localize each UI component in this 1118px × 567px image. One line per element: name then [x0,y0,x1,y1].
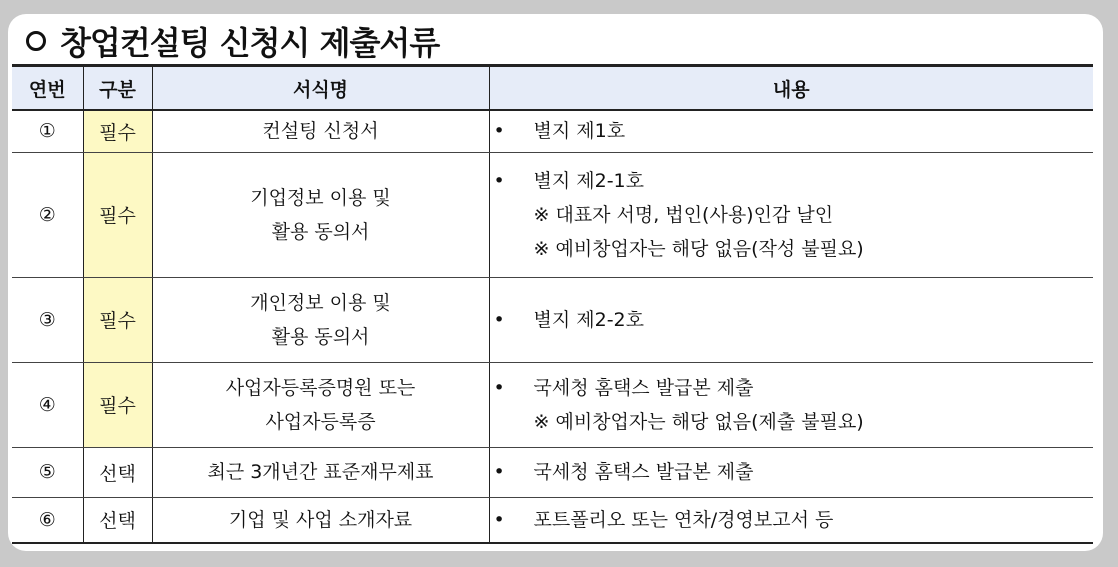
table-row [12,497,1093,543]
col-header-form: 서식명 [152,66,489,111]
row-content [489,362,1093,447]
form-name-line: 사업자등록증명원 또는 [225,376,416,399]
row-number: ② [12,152,83,277]
form-name-line: 기업 및 사업 소개자료 [228,508,413,531]
content-line: ※ 대표자 서명, 법인(사용)인감 날인 [533,203,834,226]
row-type-badge: 필수 [83,362,152,447]
row-number: ⑥ [12,497,83,543]
row-content [489,110,1093,152]
row-number: ③ [12,277,83,362]
content-line: 별지 제1호 [533,120,626,143]
table-row [12,110,1093,152]
row-form-name [152,497,489,543]
bullet-icon: • [493,169,505,192]
content-line: ※ 예비창업자는 해당 없음(작성 불필요) [533,237,864,260]
form-name-line: 기업정보 이용 및 [250,186,391,209]
form-name-line: 활용 동의서 [271,220,370,243]
bullet-icon: • [493,120,505,143]
row-form-name [152,110,489,152]
col-header-no: 연번 [12,66,83,111]
form-name-line: 컨설팅 신청서 [262,120,379,143]
row-form-name [152,362,489,447]
row-type-badge: 필수 [83,277,152,362]
row-form-name [152,447,489,497]
form-name-line: 사업자등록증 [265,410,376,433]
row-number: ① [12,110,83,152]
content-line: 국세청 홈택스 발급본 제출 [533,461,754,483]
col-header-type: 구분 [83,66,152,111]
content-line: 포트폴리오 또는 연차/경영보고서 등 [533,508,834,531]
form-name-line: 개인정보 이용 및 [250,291,391,314]
form-name-line: 활용 동의서 [271,325,370,348]
row-type-badge: 필수 [83,152,152,277]
row-content [489,152,1093,277]
table-row [12,152,1093,277]
form-name-line: 최근 3개년간 표준재무제표 [207,461,434,483]
table-row [12,277,1093,362]
content-line: ※ 예비창업자는 해당 없음(제출 불필요) [533,410,864,433]
row-number: ⑤ [12,447,83,497]
row-content [489,277,1093,362]
section-title-text: 창업컨설팅 신청시 제출서류 [60,24,440,62]
bullet-icon: • [493,508,505,531]
table-header-row [12,66,1093,111]
section-title [26,16,439,66]
row-type-badge: 선택 [83,447,152,497]
row-type-badge: 필수 [83,110,152,152]
row-content [489,447,1093,497]
bullet-icon: • [493,308,505,331]
row-number: ④ [12,362,83,447]
bullet-icon: • [493,461,505,483]
row-content [489,497,1093,543]
table-row [12,362,1093,447]
bullet-icon: • [493,376,505,399]
content-line: 별지 제2-1호 [533,169,644,192]
documents-table [12,64,1093,544]
col-header-content: 내용 [489,66,1093,111]
content-line: 별지 제2-2호 [533,308,644,331]
table-row [12,447,1093,497]
circle-bullet-icon [26,31,46,51]
row-form-name [152,152,489,277]
row-form-name [152,277,489,362]
row-type-badge: 선택 [83,497,152,543]
content-line: 국세청 홈택스 발급본 제출 [533,376,754,399]
